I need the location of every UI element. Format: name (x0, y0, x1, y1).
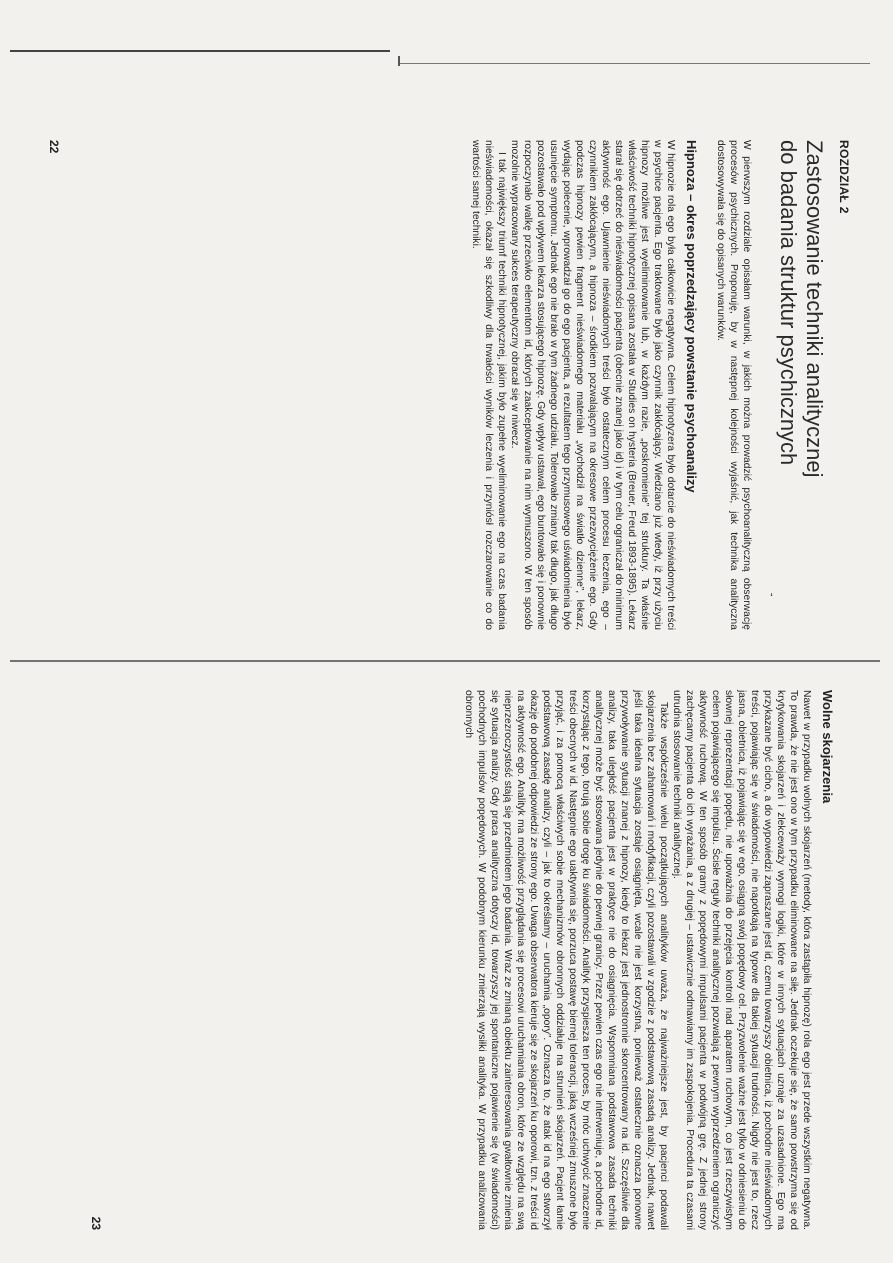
right-page (80, 690, 850, 1230)
scan-edge-line (400, 63, 870, 64)
chapter-title (775, 140, 827, 630)
page-number-left: 22 (47, 140, 61, 154)
paragraph-hypnosis-2: I tak największy triumf techniki hipnotycznej, jakim było zupełne wyeliminowanie ego na czas badania nieświadomości, okazał się szkodliwy dla trwałości wyników leczenia i przyniósł rozczarowanie co do wartości samej techniki. (470, 140, 507, 630)
intro-paragraph: W pierwszym rozdziale opisałam warunki, w jakich można prowadzić psychoanalityczną obserwację procesów psychicznych. Proponuję, by w następnej kolejności wyjaśnić, jak technika analityczna dostosowywała się do opisanych warunków. (715, 140, 752, 630)
chapter-label: ROZDZIAŁ 2 (837, 140, 851, 214)
page-gutter-line (10, 660, 880, 662)
paragraph-free-association-2: Także współcześnie wielu początkujących analityków uważa, że najważniejsze jest, by pacjenci podawali skojarzenia bez zahamowań i modyfikacji, czyli pozostawali w zgodzie z podstawową zasadą analizy. Jednak, nawet jeśli taka idealna sytuacja zostaje osiągnięta, wcale nie jest korzystna, ponieważ ostatecznie oznacza ponowne przywoływanie sytuacji znanej z hipnozy, kiedy to lekarz jest jednostronnie skoncentrowany na id. Szczęśliwie dla analizy, taka uległość pacjenta jest w praktyce nie do osiągnięcia. Wspomniana podstawowa zasada techniki analitycznej może być stosowana jedynie do pewnej granicy. Przez pewien czas ego nie interweniuje, a pochodne id, korzystając z tego, torują sobie drogę ku świadomości. Analityk przyspiesza ten proces, by móc uchwycić znaczenie treści obecnych w id. Następnie ego uaktywnia się, porzuca postawę biernej tolerancji, jaką wcześniej zmuszone było przyjąć, i za pomocą właściwych sobie mechanizmów obronnych oddziałuje na strumień skojarzeń. Pacjent łamie podstawową zasadę analizy, czyli – jak to określamy – uruchamia „opory”. Oznacza to, że atak id na ego stworzył okazję do podobnej odpowiedzi ze strony ego. Uwaga obserwatora kieruje się ze skojarzeń ku oporowi, tzn. z treści id na aktywność ego. Analityk ma możliwość przyglądania się procesowi uruchamiania obron, które ze względu na swą nieprzezroczystość stają się przedmiotem jego badania. Wraz ze zmianą obiektu zainteresowania gwałtownie zmienia się sytuacja analizy. Gdy praca analityczna dotyczy id, towarzyszy jej spontaniczne pojawienie się (w świadomości) pochodnych impulsów popędowych. W podobnym kierunku zmierzają wysiłki analityka. W przypadku analizowania obronnych (463, 690, 669, 1230)
left-page (47, 140, 851, 630)
page-number-right: 23 (89, 1216, 103, 1230)
scan-mark (398, 56, 400, 66)
paragraph-hypnosis-1: W hipnozie rola ego była całkowicie negatywna. Celem hipnotyzera było dotarcie do nieświadomych treści w psychice pacjenta. Ego traktowane było jako czynnik zakłócający. Wiedziano już wtedy, iż przy użyciu hipnozy możliwe jest wyeliminowanie lub, w każdym razie, „poskromienie” tej struktury. Ta właśnie właściwość techniki hipnotycznej opisana została w Studies on hysteria (Breuer, Freud 1893-1895). Lekarz starał się dotrzeć do nieświadomości pacjenta (obecnie znanej jako id) i w tym celu ograniczał do minimum aktywność ego. Ujawnienie nieświadomych treści było ostatecznym celem procesu leczenia, ego – czynnikiem zakłócającym, a hipnoza – środkiem pozwalającym na okresowe przezwyciężenie ego. Gdy podczas hipnozy pewien fragment nieświadomego materiału „wychodził na światło dzienne”, lekarz, wydając polecenie, wprowadzał go do ego pacjenta, a rezultatem tego przymusowego uświadomienia było usunięcie symptomu. Jednak ego nie brało w tym żadnego udziału. Tolerowało zmiany tak długo, jak długo pozostawało pod wpływem lekarza stosującego hipnozę. Gdy wpływ ustawał, ego buntowało się i ponownie rozpoczynało walkę przeciwko elementom id, których zaakceptowanie na nim wymuszono. W ten sposób mozolnie wypracowany sukces terapeutyczny obracał się w niwecz. (509, 140, 676, 630)
section-heading-hypnosis: Hipnoza – okres poprzedzający powstanie psychoanalizy (684, 140, 699, 493)
section-heading-free-association: Wolne skojarzenia (820, 690, 835, 804)
chapter-title-line1: Zastosowanie techniki analitycznej (802, 140, 827, 478)
chapter-title-line2: do badania struktur psychicznych (776, 140, 801, 466)
scan-edge-line (10, 50, 390, 52)
pencil-mark: ʻ (770, 590, 774, 606)
paragraph-free-association-1: Nawet w przypadku wolnych skojarzeń (metody, która zastąpiła hipnozę) rola ego jest przede wszystkim negatywna. To prawda, że nie jest ono w tym przypadku eliminowane na siłę. Jednak oczekuje się, że samo powstrzyma się od krytykowania skojarzeń i zlekceważy wymogi logiki, które w innych sytuacjach uznaje za uzasadnione. Ego ma przykazane być cicho, a do wypowiedzi zapraszane jest id, czemu towarzyszy obietnica, iż pochodne nieświadomych treści, pojawiając się w świadomości, nie napotkają na typowe dla takiej sytuacji trudności. Nigdy nie jest to, rzecz jasna, obietnica, iż pojawiając się w ego, osiągną swój popędowy cel. Przyzwolenie ważne jest tylko w odniesieniu do słownej reprezentacji popędu, nie upoważnia do przejęcia kontroli nad aparatem ruchowym, co jest rzeczywistym celem pojawiającego się impulsu. Ścisłe reguły techniki analitycznej pozwalają z pewnym wyprzedzeniem ograniczyć aktywność ruchową. W ten sposób gramy z popędowymi impulsami pacjenta w podwójną grę. Z jednej strony zachęcamy pacjenta do ich wyrażania, a z drugiej – ustawicznie odmawiamy im zaspokojenia. Procedura ta czasami utrudnia stosowanie techniki analitycznej. (671, 690, 812, 1230)
